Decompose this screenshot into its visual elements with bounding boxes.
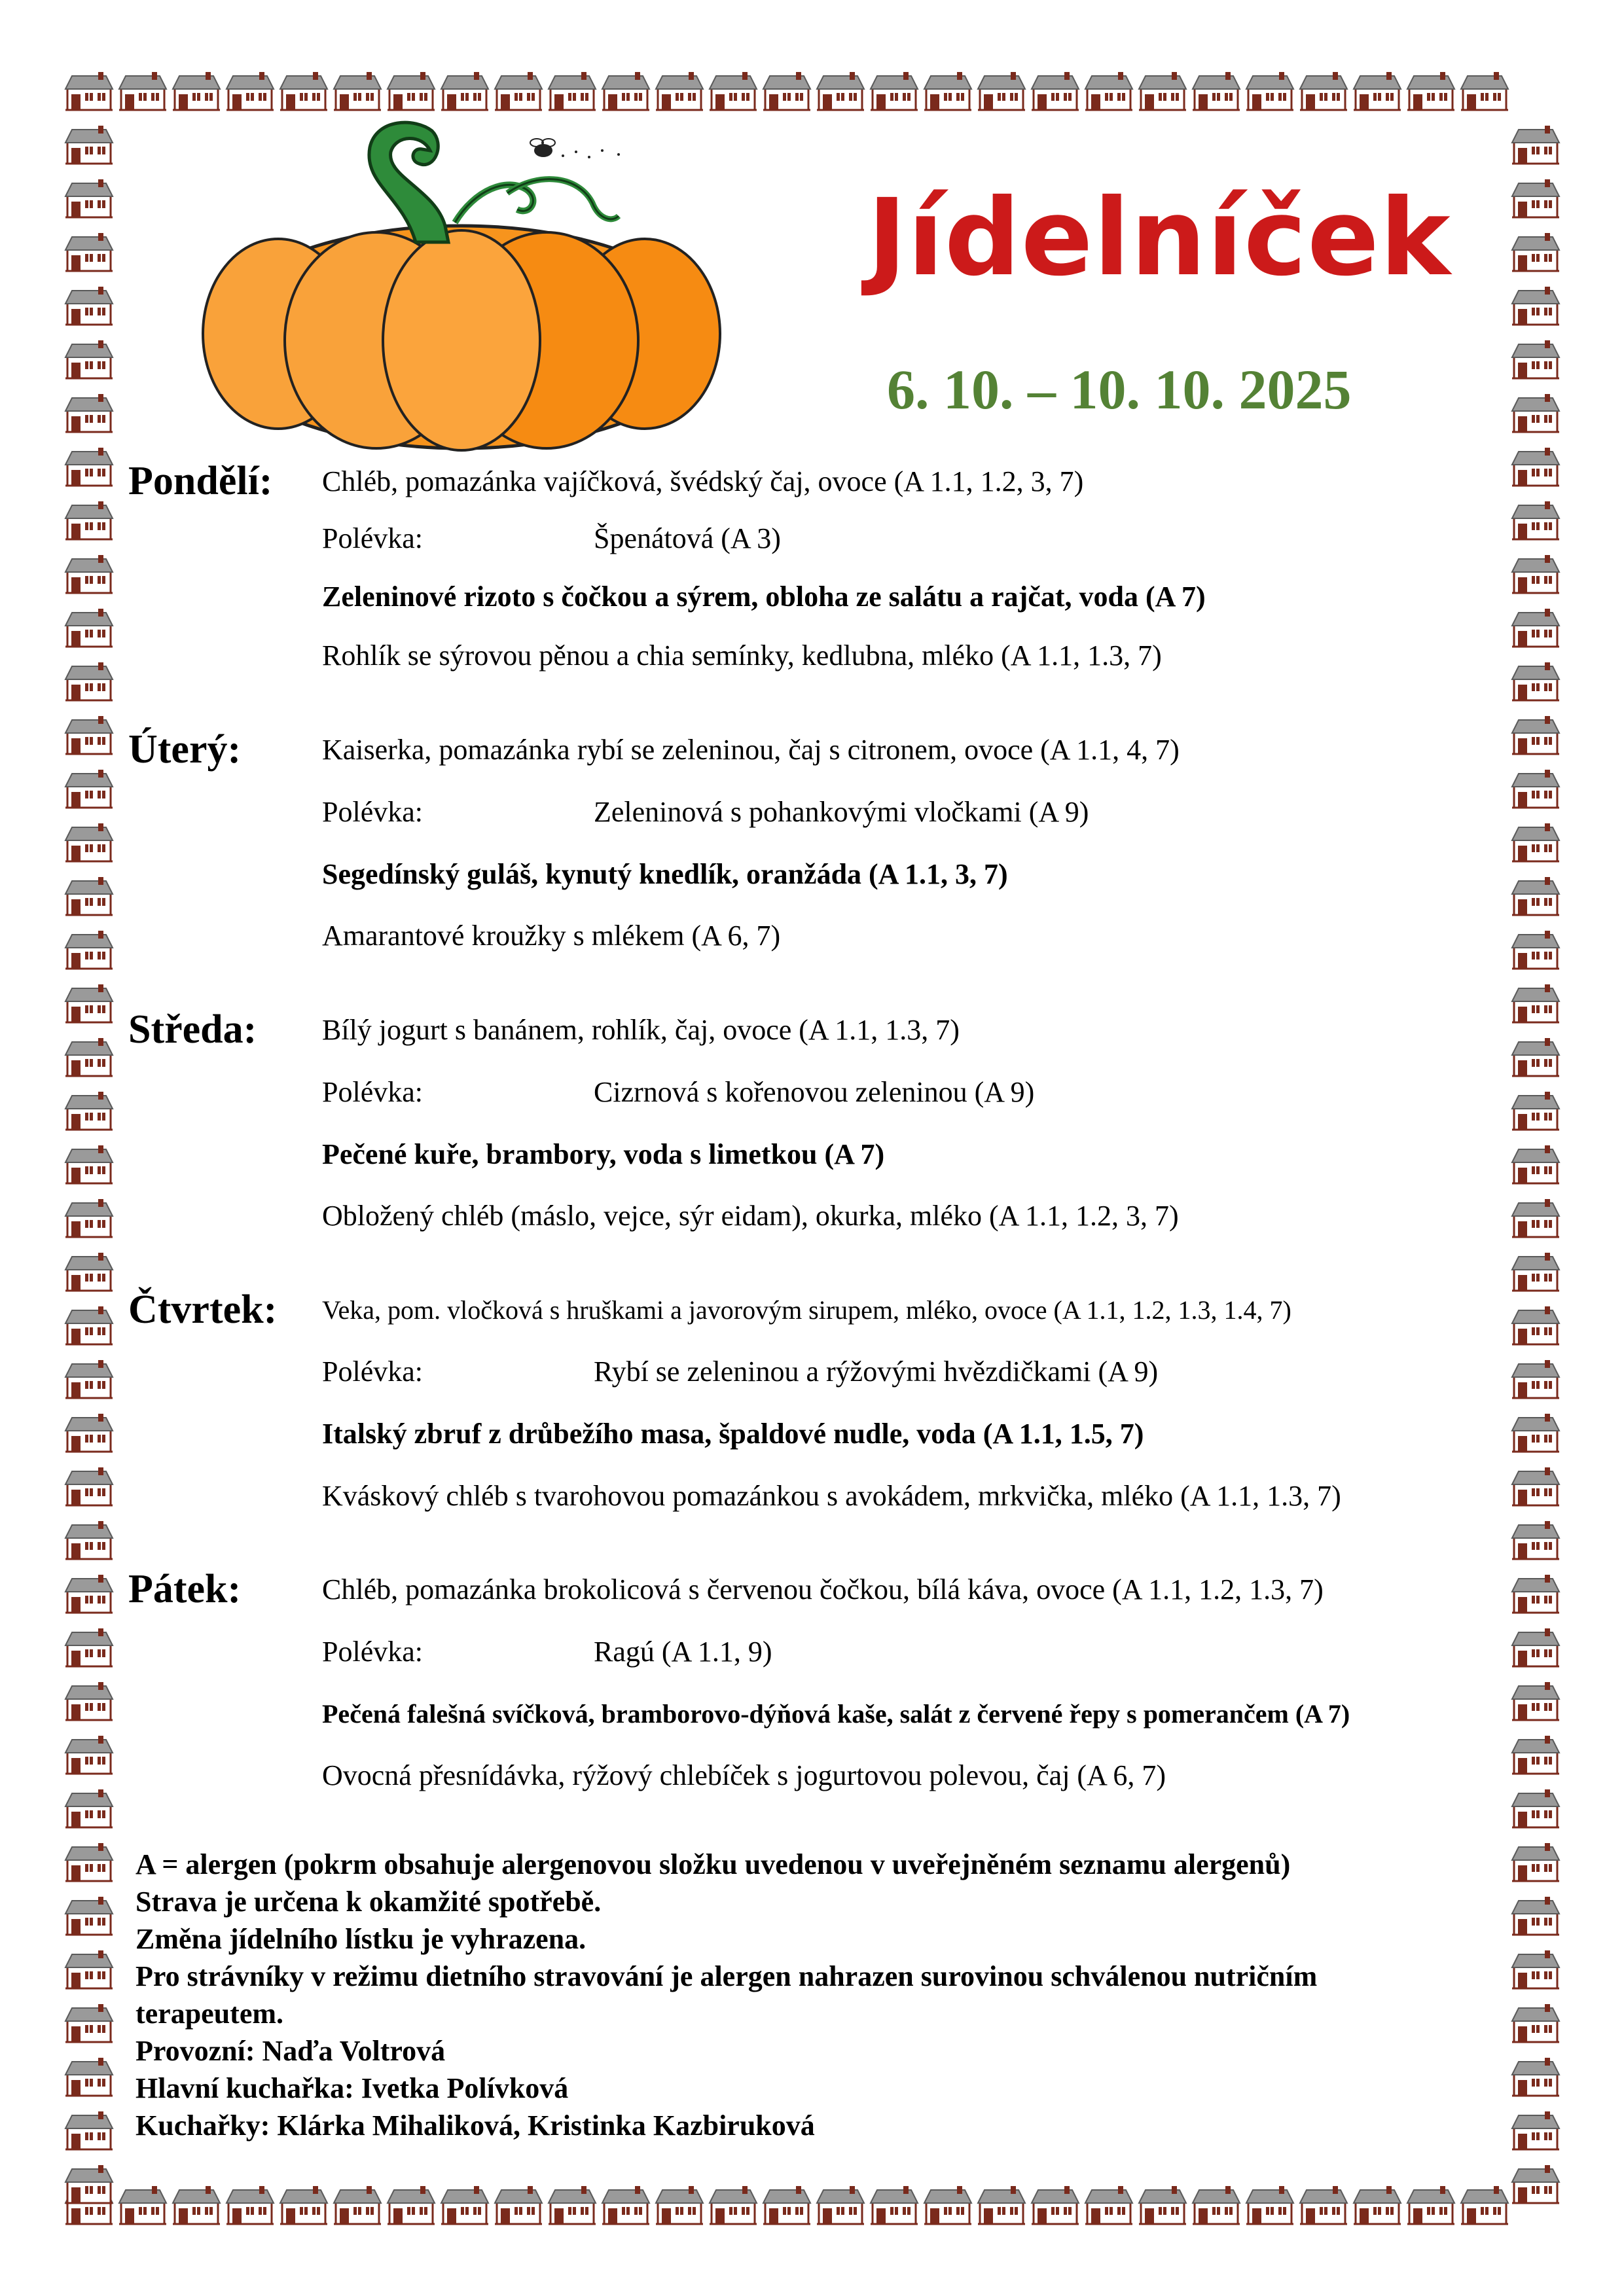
diet-note-continued: terapeutem. xyxy=(135,1998,284,2030)
house-icon xyxy=(1407,72,1454,110)
house-icon xyxy=(65,1897,113,1935)
house-icon xyxy=(924,72,971,110)
house-icon xyxy=(763,2186,810,2224)
house-icon xyxy=(1512,1575,1559,1613)
house-icon xyxy=(441,72,488,110)
day-label-wednesday: Středa: xyxy=(128,1007,257,1052)
diet-note: Pro strávníky v režimu dietního stravování je alergen nahrazen surovinou schválenou nutričním xyxy=(135,1960,1318,1992)
house-icon xyxy=(602,72,649,110)
house-icon xyxy=(1512,1360,1559,1398)
house-icon xyxy=(65,877,113,915)
house-icon xyxy=(65,1092,113,1130)
house-icon xyxy=(388,2186,435,2224)
house-icon xyxy=(1300,2186,1347,2224)
house-icon xyxy=(1512,287,1559,325)
house-icon xyxy=(495,72,542,110)
house-icon xyxy=(226,2186,274,2224)
house-icon xyxy=(1354,72,1401,110)
soup-label: Polévka: xyxy=(322,1076,423,1108)
fly-icon xyxy=(530,139,620,158)
date-range: 6. 10. – 10. 10. 2025 xyxy=(887,358,1352,421)
house-icon xyxy=(871,2186,918,2224)
breakfast-friday: Chléb, pomazánka brokolicová s červenou čočkou, bílá káva, ovoce (A 1.1, 1.2, 1.3, 7) xyxy=(322,1573,1324,1605)
house-icon xyxy=(1512,770,1559,808)
house-icon xyxy=(65,823,113,861)
house-icon xyxy=(1246,72,1293,110)
house-icon xyxy=(1085,2186,1132,2224)
house-icon xyxy=(1512,394,1559,432)
soup-monday: Špenátová (A 3) xyxy=(594,522,781,554)
house-icon xyxy=(1512,1521,1559,1559)
house-icon xyxy=(1512,1092,1559,1130)
house-icon xyxy=(1512,340,1559,378)
day-label-friday: Pátek: xyxy=(128,1567,242,1611)
house-icon xyxy=(65,1521,113,1559)
lunch-tuesday: Segedínský guláš, kynutý knedlík, oranžáda (A 1.1, 3, 7) xyxy=(322,858,1008,890)
house-icon xyxy=(1512,877,1559,915)
house-icon xyxy=(710,72,757,110)
house-icon xyxy=(1512,1736,1559,1774)
house-icon xyxy=(817,2186,864,2224)
soup-row-tuesday xyxy=(322,795,1089,829)
house-icon xyxy=(65,1306,113,1344)
consumption-note: Strava je určena k okamžité spotřebě. xyxy=(135,1886,602,1918)
house-icon xyxy=(817,72,864,110)
house-icon xyxy=(1139,2186,1186,2224)
house-icon xyxy=(65,1253,113,1291)
house-icon xyxy=(549,72,596,110)
house-icon xyxy=(1512,716,1559,754)
house-icon xyxy=(65,2058,113,2096)
house-icon xyxy=(1512,823,1559,861)
house-icon xyxy=(1512,501,1559,539)
lunch-wednesday: Pečené kuře, brambory, voda s limetkou (A 7) xyxy=(322,1138,885,1170)
house-icon xyxy=(656,72,703,110)
house-icon xyxy=(1512,1628,1559,1666)
breakfast-thursday: Veka, pom. vločková s hruškami a javorovým sirupem, mléko, ovoce (A 1.1, 1.2, 1.3, 1.4, 7) xyxy=(322,1295,1291,1325)
lunch-monday: Zeleninové rizoto s čočkou a sýrem, obloha ze salátu a rajčat, voda (A 7) xyxy=(322,581,1206,613)
house-icon xyxy=(65,716,113,754)
soup-thursday: Rybí se zeleninou a rýžovými hvězdičkami (A 9) xyxy=(594,1355,1159,1388)
house-icon xyxy=(1512,984,1559,1022)
house-icon xyxy=(1512,2165,1559,2203)
soup-row-friday xyxy=(322,1635,772,1668)
house-icon xyxy=(65,394,113,432)
footer-notes xyxy=(135,1846,1530,2144)
house-icon xyxy=(65,1628,113,1666)
house-icon xyxy=(65,1360,113,1398)
house-icon xyxy=(65,1789,113,1827)
cooks-names: Kuchařky: Klárka Mihaliková, Kristinka Kazbiruková xyxy=(135,2109,815,2142)
house-icon xyxy=(65,2111,113,2149)
house-icon xyxy=(334,72,381,110)
house-icon xyxy=(1512,555,1559,593)
house-icon xyxy=(65,233,113,271)
house-icon xyxy=(495,2186,542,2224)
house-icon xyxy=(334,2186,381,2224)
house-icon xyxy=(1512,179,1559,217)
house-icon xyxy=(1085,72,1132,110)
house-icon xyxy=(65,179,113,217)
house-icon xyxy=(65,1843,113,1881)
house-icon xyxy=(65,609,113,647)
house-icon xyxy=(65,1682,113,1720)
house-icon xyxy=(65,126,113,164)
day-label-monday: Pondělí: xyxy=(128,459,273,503)
house-icon xyxy=(1354,2186,1401,2224)
house-icon xyxy=(65,501,113,539)
pumpkin-illustration xyxy=(200,111,736,452)
house-icon xyxy=(1512,609,1559,647)
breakfast-tuesday: Kaiserka, pomazánka rybí se zeleninou, čaj s citronem, ovoce (A 1.1, 4, 7) xyxy=(322,734,1180,766)
house-icon xyxy=(441,2186,488,2224)
operator-name: Provozní: Naďa Voltrová xyxy=(135,2035,446,2067)
house-icon xyxy=(1512,1467,1559,1505)
snack-friday: Ovocná přesnídávka, rýžový chlebíček s jogurtovou polevou, čaj (A 6, 7) xyxy=(322,1759,1166,1791)
house-icon xyxy=(173,2186,220,2224)
house-icon xyxy=(119,2186,166,2224)
house-icon xyxy=(924,2186,971,2224)
house-icon xyxy=(1407,2186,1454,2224)
house-icon xyxy=(1512,1414,1559,1452)
house-icon xyxy=(978,2186,1025,2224)
house-icon xyxy=(65,770,113,808)
house-icon xyxy=(173,72,220,110)
house-icon xyxy=(119,72,166,110)
house-icon xyxy=(1512,1789,1559,1827)
house-icon xyxy=(65,1467,113,1505)
house-icon xyxy=(602,2186,649,2224)
house-icon xyxy=(656,2186,703,2224)
house-icon xyxy=(65,2004,113,2042)
soup-label: Polévka: xyxy=(322,1355,423,1388)
soup-row-wednesday xyxy=(322,1075,1034,1109)
soup-row-monday xyxy=(322,522,781,555)
snack-wednesday: Obložený chléb (máslo, vejce, sýr eidam), okurka, mléko (A 1.1, 1.2, 3, 7) xyxy=(322,1200,1179,1232)
house-icon xyxy=(65,1199,113,1237)
day-label-tuesday: Úterý: xyxy=(128,727,242,772)
house-icon xyxy=(65,340,113,378)
house-icon xyxy=(65,555,113,593)
soup-friday: Ragú (A 1.1, 9) xyxy=(594,1636,772,1668)
house-icon xyxy=(226,72,274,110)
head-cook-name: Hlavní kuchařka: Ivetka Polívková xyxy=(135,2072,569,2104)
house-icon xyxy=(280,72,327,110)
house-icon xyxy=(1512,1145,1559,1183)
house-icon xyxy=(710,2186,757,2224)
house-icon xyxy=(1300,72,1347,110)
house-icon xyxy=(549,2186,596,2224)
house-icon xyxy=(65,1736,113,1774)
house-icon xyxy=(1512,1253,1559,1291)
house-icon xyxy=(1512,448,1559,486)
house-icon xyxy=(65,1038,113,1076)
soup-label: Polévka: xyxy=(322,1636,423,1668)
soup-label: Polévka: xyxy=(322,522,423,554)
house-icon xyxy=(65,1145,113,1183)
house-icon xyxy=(1512,1038,1559,1076)
house-icon xyxy=(1512,126,1559,164)
house-icon xyxy=(388,72,435,110)
house-icon xyxy=(1512,1682,1559,1720)
house-icon xyxy=(1512,662,1559,700)
house-icon xyxy=(65,2165,113,2203)
change-note: Změna jídelního lístku je vyhrazena. xyxy=(135,1923,586,1955)
house-icon xyxy=(1246,2186,1293,2224)
house-icon xyxy=(65,1414,113,1452)
house-icon xyxy=(978,72,1025,110)
house-icon xyxy=(280,2186,327,2224)
day-label-thursday: Čtvrtek: xyxy=(128,1287,278,1332)
snack-monday: Rohlík se sýrovou pěnou a chia semínky, kedlubna, mléko (A 1.1, 1.3, 7) xyxy=(322,639,1162,672)
house-icon xyxy=(1512,233,1559,271)
house-icon xyxy=(65,931,113,969)
allergen-note: A = alergen (pokrm obsahuje alergenovou složku uvedenou v uveřejněném seznamu alergenů) xyxy=(135,1848,1291,1880)
breakfast-monday: Chléb, pomazánka vajíčková, švédský čaj, ovoce (A 1.1, 1.2, 3, 7) xyxy=(322,465,1084,497)
house-icon xyxy=(1193,2186,1240,2224)
house-icon xyxy=(763,72,810,110)
house-icon xyxy=(1512,1199,1559,1237)
house-icon xyxy=(65,1950,113,1988)
house-icon xyxy=(65,448,113,486)
house-icon xyxy=(1461,2186,1508,2224)
house-icon xyxy=(1139,72,1186,110)
house-icon xyxy=(1032,2186,1079,2224)
house-icon xyxy=(65,662,113,700)
page-title: Jídelníček xyxy=(867,177,1451,300)
house-icon xyxy=(65,72,113,110)
house-icon xyxy=(871,72,918,110)
house-icon xyxy=(1193,72,1240,110)
snack-tuesday: Amarantové kroužky s mlékem (A 6, 7) xyxy=(322,920,781,952)
house-icon xyxy=(1512,1306,1559,1344)
house-icon xyxy=(1461,72,1508,110)
lunch-thursday: Italský zbruf z drůbežího masa, špaldové nudle, voda (A 1.1, 1.5, 7) xyxy=(322,1418,1144,1450)
soup-label: Polévka: xyxy=(322,796,423,828)
house-icon xyxy=(65,1575,113,1613)
house-icon xyxy=(65,984,113,1022)
breakfast-wednesday: Bílý jogurt s banánem, rohlík, čaj, ovoce (A 1.1, 1.3, 7) xyxy=(322,1014,960,1046)
house-icon xyxy=(65,287,113,325)
soup-wednesday: Cizrnová s kořenovou zeleninou (A 9) xyxy=(594,1076,1035,1108)
soup-tuesday: Zeleninová s pohankovými vločkami (A 9) xyxy=(594,796,1089,828)
lunch-friday: Pečená falešná svíčková, bramborovo-dýňová kaše, salát z červené řepy s pomerančem (A 7) xyxy=(322,1699,1350,1729)
soup-row-thursday xyxy=(322,1355,1158,1388)
house-icon xyxy=(1032,72,1079,110)
snack-thursday: Kváskový chléb s tvarohovou pomazánkou s avokádem, mrkvička, mléko (A 1.1, 1.3, 7) xyxy=(322,1480,1341,1512)
house-icon xyxy=(1512,931,1559,969)
